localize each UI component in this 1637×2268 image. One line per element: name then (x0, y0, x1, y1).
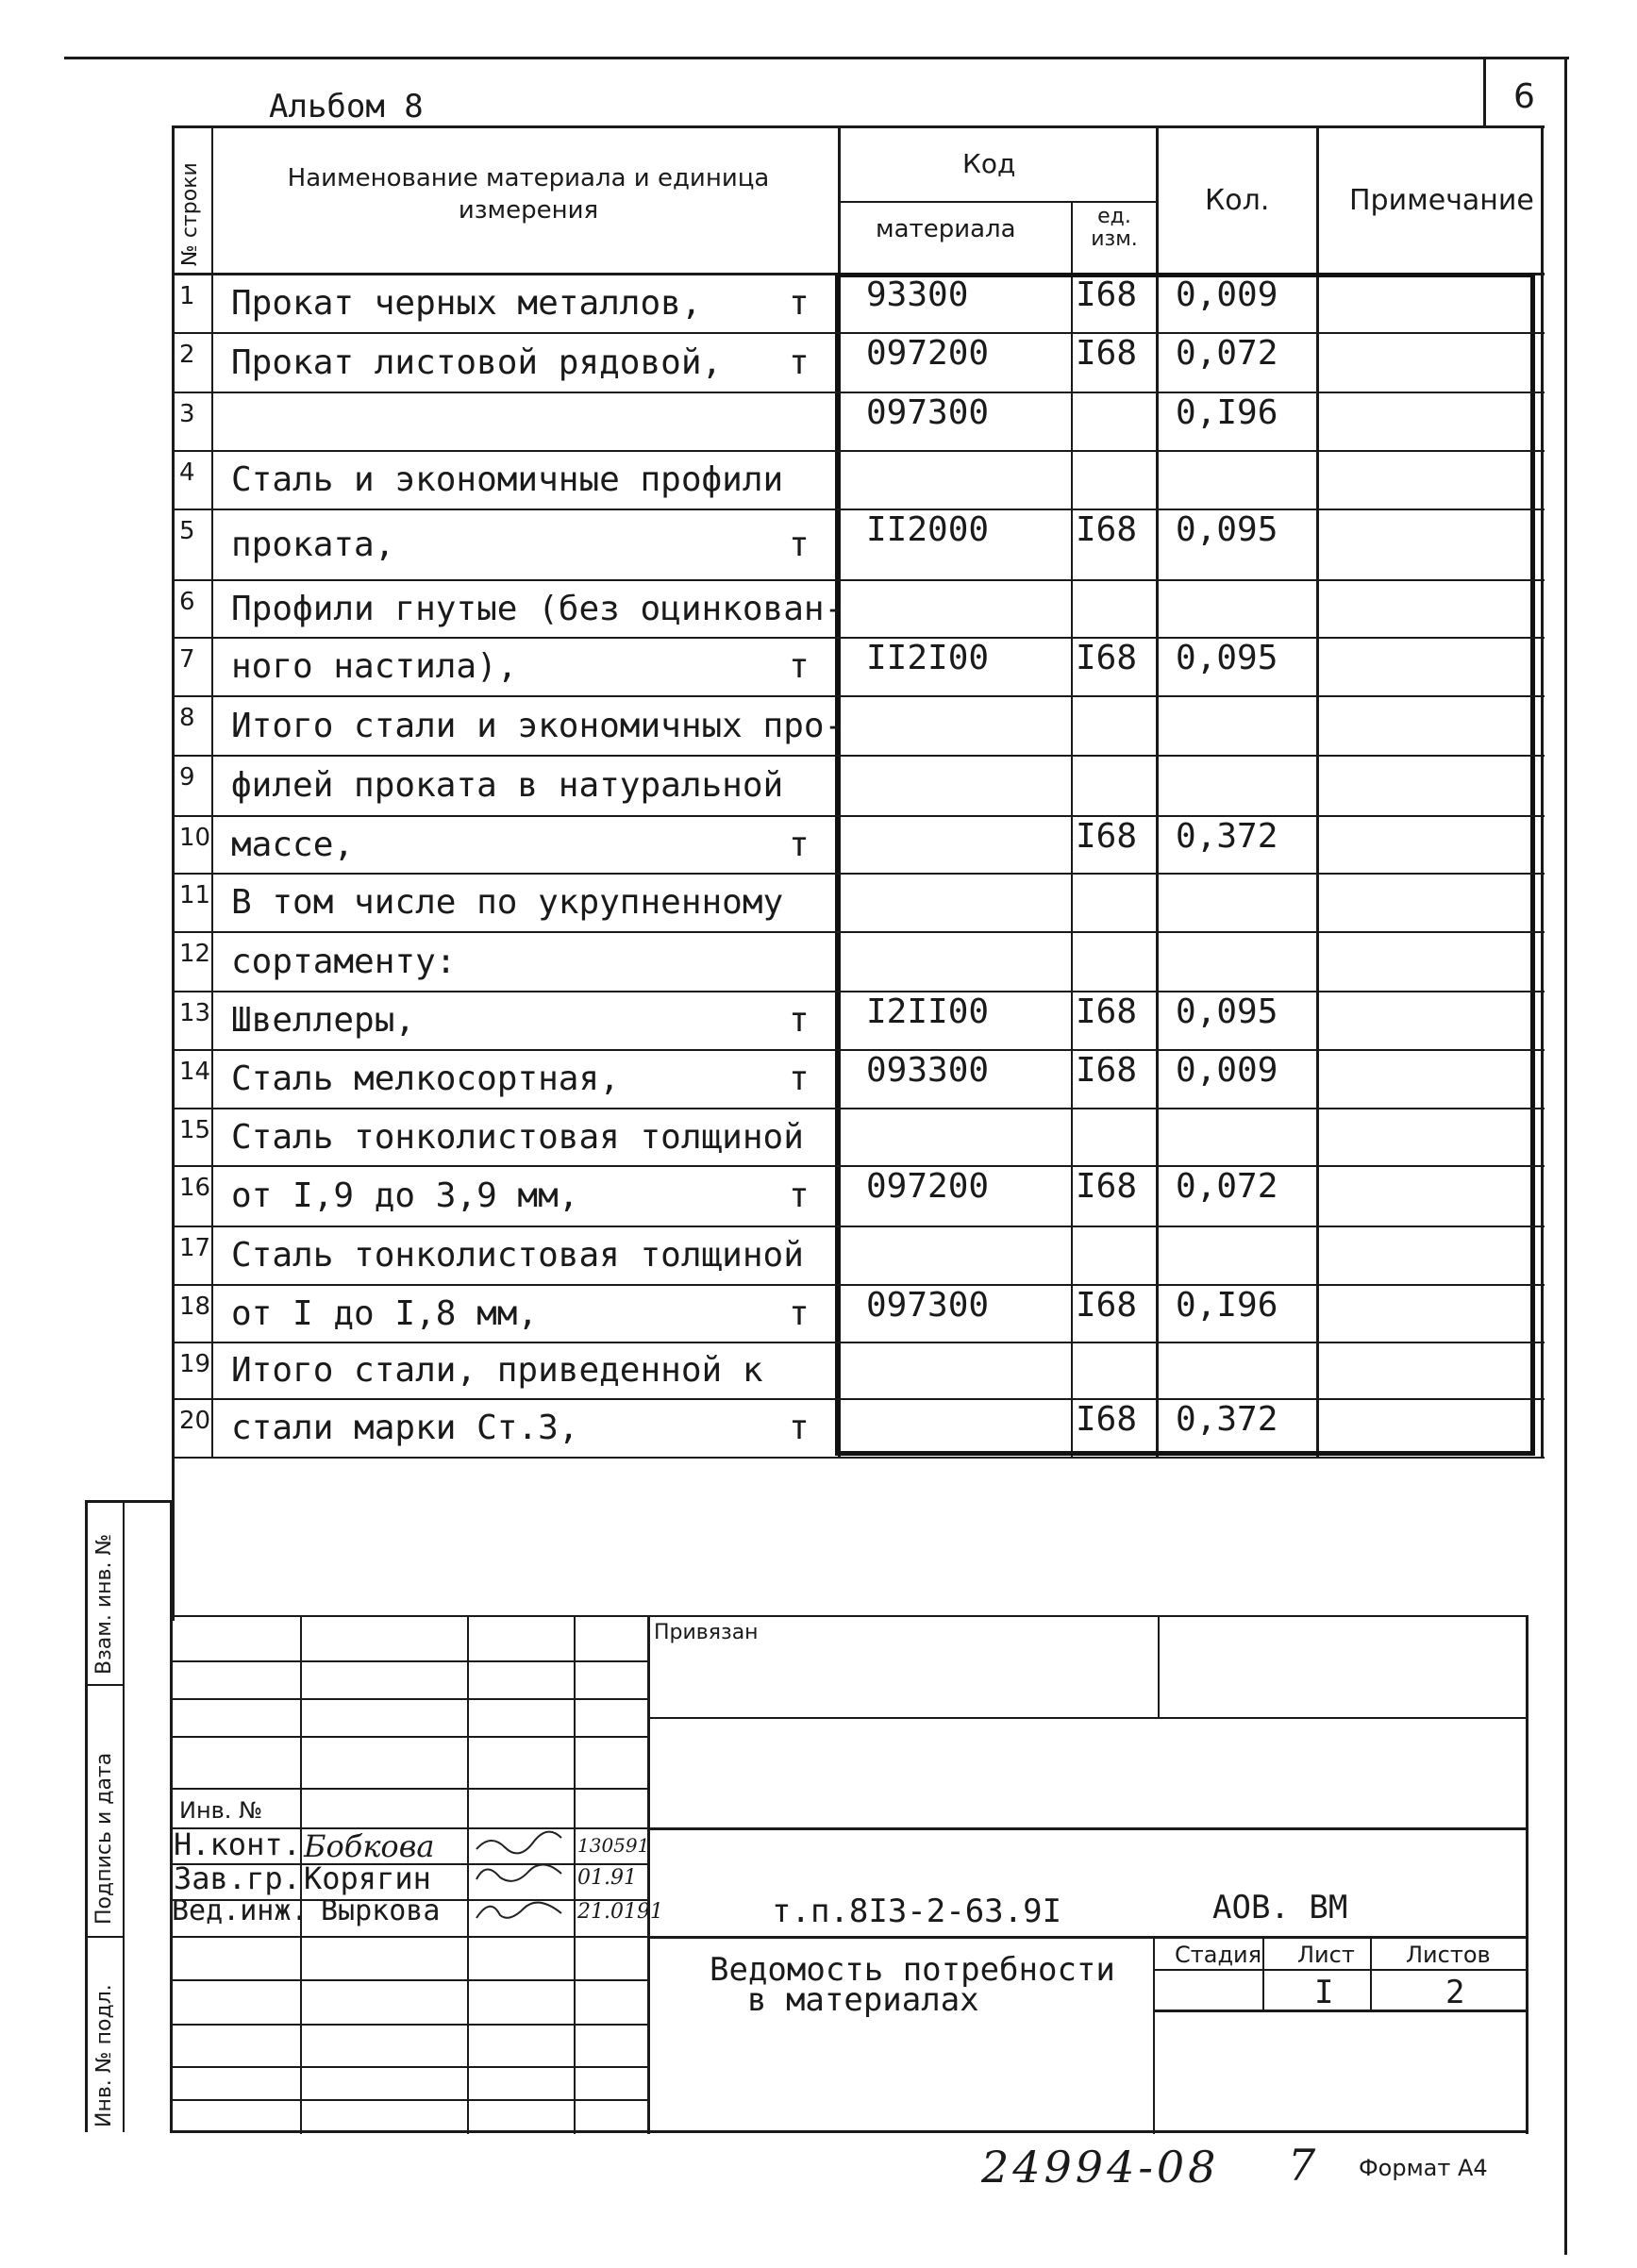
row-no-col-line (211, 125, 213, 1458)
row-quantity: 0,095 (1176, 639, 1278, 677)
page-number-box-left (1483, 57, 1486, 127)
code-column-header: Код (962, 148, 1016, 179)
stamp-hline-a (647, 1717, 1528, 1719)
signature-1-icon (472, 1828, 566, 1857)
row-name: от I до I,8 мм, (231, 1294, 539, 1333)
row-name: от I,9 до 3,9 мм, (231, 1176, 579, 1215)
row-name: филей проката в натуральной (231, 766, 784, 805)
table-top-line (172, 125, 1545, 128)
signature-3-icon (472, 1894, 566, 1926)
row-quantity: 0,I96 (1176, 1286, 1278, 1325)
document-mark: АОВ. ВМ (1212, 1889, 1348, 1926)
stamp-right-line (1526, 1615, 1528, 2134)
name-vyrkova: Выркова (321, 1894, 441, 1927)
row-divider (172, 1165, 1545, 1167)
stamp-vline-8 (1370, 1936, 1372, 2011)
stamp-row-line (170, 1660, 649, 1662)
stamp-hline-e (1153, 2010, 1528, 2012)
row-number: 2 (179, 341, 195, 369)
stamp-row-line (170, 1698, 649, 1700)
row-material-code: 097200 (866, 1167, 990, 1206)
row-divider (172, 1108, 1545, 1109)
row-unit-code: I68 (1076, 992, 1138, 1031)
side-strip-top (85, 1500, 172, 1503)
row-number: 3 (179, 400, 195, 428)
archive-number: 24994-08 (981, 2142, 1220, 2193)
row-number: 15 (179, 1116, 211, 1144)
row-unit-code: I68 (1076, 1286, 1138, 1325)
row-unit-code: I68 (1076, 334, 1138, 373)
row-quantity: 0,009 (1176, 1051, 1278, 1090)
row-name: Сталь тонколистовая толщиной (231, 1118, 804, 1157)
name-column-header (283, 162, 774, 226)
side-strip-div-1 (85, 1684, 125, 1686)
album-label: Альбом 8 (269, 88, 424, 125)
row-number: 16 (179, 1174, 211, 1202)
row-name: Сталь мелкосортная, (231, 1059, 620, 1098)
row-unit-code: I68 (1076, 817, 1138, 856)
row-divider (172, 931, 1545, 933)
row-unit-letter: т (789, 343, 810, 382)
signature-2-icon (472, 1860, 566, 1889)
row-name: Швеллеры, (231, 1001, 416, 1040)
row-number: 6 (179, 588, 195, 616)
row-unit-letter: т (789, 1001, 810, 1040)
quantity-header: Кол. (1205, 184, 1270, 217)
row-number: 5 (179, 517, 195, 545)
row-material-code: I2II00 (866, 992, 990, 1031)
note-right-line (1541, 125, 1544, 1458)
side-strip-left (85, 1500, 88, 2132)
row-number: 14 (179, 1058, 211, 1086)
date-2: 01.91 (577, 1866, 637, 1890)
stamp-vline-4 (647, 1615, 650, 2134)
row-divider (172, 450, 1545, 452)
row-name: Прокат черных металлов, (231, 284, 702, 323)
row-material-code: 097200 (866, 334, 990, 373)
row-unit-letter: т (789, 1059, 810, 1098)
row-divider (172, 991, 1545, 992)
row-material-code: 93300 (866, 275, 969, 314)
row-quantity: 0,095 (1176, 510, 1278, 549)
side-strip-inner (123, 1500, 125, 2132)
row-number: 9 (179, 763, 195, 792)
row-name: проката, (231, 525, 395, 564)
format-label: Формат А4 (1359, 2155, 1488, 2181)
signature-2 (472, 1860, 566, 1893)
document-title-line2: в материалах (747, 1981, 979, 2019)
row-unit-letter: т (789, 1294, 810, 1333)
stamp-row-line (170, 1979, 649, 1981)
row-quantity: 0,009 (1176, 275, 1278, 314)
row-divider (172, 873, 1545, 875)
row-name: Прокат листовой рядовой, (231, 343, 723, 382)
name-bobkova: Бобкова (304, 1828, 435, 1864)
row-unit-code: I68 (1076, 1400, 1138, 1439)
row-divider (172, 1049, 1545, 1051)
stamp-hline-c (647, 1936, 1528, 1939)
row-name: стали марки Ст.3, (231, 1409, 579, 1447)
stage-label: Стадия (1175, 1942, 1262, 1968)
row-quantity: 0,372 (1176, 817, 1278, 856)
name-column-header-text: Наименование материала и единица измерения (287, 164, 770, 225)
row-divider (172, 579, 1545, 581)
sheet-label: Лист (1297, 1942, 1355, 1968)
stamp-hline-d (1153, 1969, 1528, 1971)
row-name: Сталь тонколистовая толщиной (231, 1236, 804, 1275)
row-material-code: II2000 (866, 510, 990, 549)
role-zavgr: Зав.гр. (174, 1860, 301, 1896)
row-divider (172, 755, 1545, 757)
copy-number: 7 (1288, 2140, 1316, 2191)
privyazan-label: Привязан (654, 1621, 759, 1644)
row-name: Профили гнутые (без оцинкован- (231, 590, 845, 628)
code-header-split (838, 201, 1159, 203)
row-number-header: № строки (178, 162, 202, 266)
inv-podl-label: Инв. № подл. (92, 1984, 116, 2127)
row-unit-letter: т (789, 525, 810, 564)
stamp-bottom-line (170, 2130, 1528, 2133)
page-number: 6 (1513, 77, 1535, 116)
row-name: Итого стали, приведенной к (231, 1351, 763, 1390)
row-quantity: 0,I96 (1176, 393, 1278, 432)
row-unit-code: I68 (1076, 275, 1138, 314)
row-divider (172, 509, 1545, 510)
side-strip-div-2 (85, 1936, 125, 1938)
document-code: т.п.8I3-2-63.9I (772, 1893, 1062, 1930)
frame-right-line (1564, 57, 1567, 2255)
row-unit-code: I68 (1076, 510, 1138, 549)
row-number: 20 (179, 1407, 211, 1435)
stamp-vline-5 (1158, 1615, 1160, 1719)
podpis-data-label: Подпись и дата (92, 1752, 116, 1925)
row-quantity: 0,372 (1176, 1400, 1278, 1439)
stamp-vline-3 (574, 1615, 576, 2134)
sheet-value: I (1314, 1974, 1334, 2011)
date-3: 21.0191 (577, 1900, 663, 1924)
row-divider (172, 332, 1545, 334)
row-divider (172, 1226, 1545, 1227)
row-unit-letter: т (789, 1176, 810, 1215)
name-koryagin: Корягин (304, 1860, 431, 1896)
row-material-code: 097300 (866, 1286, 990, 1325)
row-number: 11 (179, 881, 211, 909)
row-divider (172, 695, 1545, 697)
row-number: 8 (179, 704, 195, 732)
row-divider (172, 392, 1545, 393)
stamp-row-line (170, 1936, 649, 1938)
frame-top-line (64, 57, 1569, 59)
unit-header: ед. изм. (1091, 205, 1138, 251)
material-code-header: материала (876, 215, 1016, 243)
stamp-row-line (170, 2099, 649, 2101)
stamp-row-line (170, 2024, 649, 2026)
row-number: 10 (179, 824, 211, 852)
row-divider (172, 1457, 1545, 1459)
vzam-inv-label: Взам. инв. № (92, 1533, 116, 1675)
sheets-value: 2 (1445, 1974, 1465, 2011)
stamp-row-line (170, 2066, 649, 2068)
row-quantity: 0,072 (1176, 334, 1278, 373)
stamp-hline-b (647, 1827, 1528, 1830)
date-1: 130591 (577, 1834, 650, 1857)
inv-no-label: Инв. № (179, 1797, 263, 1824)
row-number: 12 (179, 940, 211, 968)
row-material-code: II2I00 (866, 639, 990, 677)
row-unit-code: I68 (1076, 639, 1138, 677)
note-header: Примечание (1349, 184, 1534, 217)
row-divider (172, 637, 1545, 639)
row-unit-letter: т (789, 284, 810, 323)
row-material-code: 097300 (866, 393, 990, 432)
row-unit-code: I68 (1076, 1167, 1138, 1206)
row-number: 13 (179, 999, 211, 1027)
row-unit-letter: т (789, 825, 810, 864)
row-name: Сталь и экономичные профили (231, 460, 784, 499)
row-unit-code: I68 (1076, 1051, 1138, 1090)
stamp-row-line (170, 1788, 649, 1790)
stamp-vline-6 (1153, 1936, 1155, 2134)
row-name: массе, (231, 825, 355, 864)
row-material-code: 093300 (866, 1051, 990, 1090)
stamp-row-line (170, 1736, 649, 1738)
row-divider (172, 1284, 1545, 1286)
document-title-line1: Ведомость потребности (710, 1951, 1115, 1989)
row-quantity: 0,072 (1176, 1167, 1278, 1206)
row-name: В том числе по укрупненному (231, 883, 784, 922)
row-divider (172, 1342, 1545, 1343)
signature-1 (472, 1828, 566, 1863)
row-number: 18 (179, 1292, 211, 1321)
role-nkont: Н.конт. (174, 1826, 301, 1862)
stamp-vline-7 (1262, 1936, 1264, 2011)
lower-left-line (170, 1500, 173, 2132)
row-unit-letter: т (789, 1409, 810, 1447)
row-name: Итого стали и экономичных про- (231, 707, 845, 745)
row-number: 19 (179, 1350, 211, 1378)
row-divider (172, 1398, 1545, 1400)
role-vedinzh: Вед.инж. (172, 1894, 309, 1927)
row-number: 17 (179, 1234, 211, 1262)
sheets-label: Листов (1406, 1942, 1491, 1968)
row-number: 1 (179, 282, 195, 310)
row-name: ного настила), (231, 647, 518, 686)
row-divider (172, 815, 1545, 817)
row-quantity: 0,095 (1176, 992, 1278, 1031)
row-name: сортаменту: (231, 942, 457, 981)
signature-3 (472, 1894, 566, 1930)
row-number: 4 (179, 459, 195, 487)
row-unit-letter: т (789, 647, 810, 686)
stamp-top-line (170, 1615, 1528, 1617)
stamp-vline-2 (467, 1615, 469, 2134)
row-number: 7 (179, 645, 195, 674)
